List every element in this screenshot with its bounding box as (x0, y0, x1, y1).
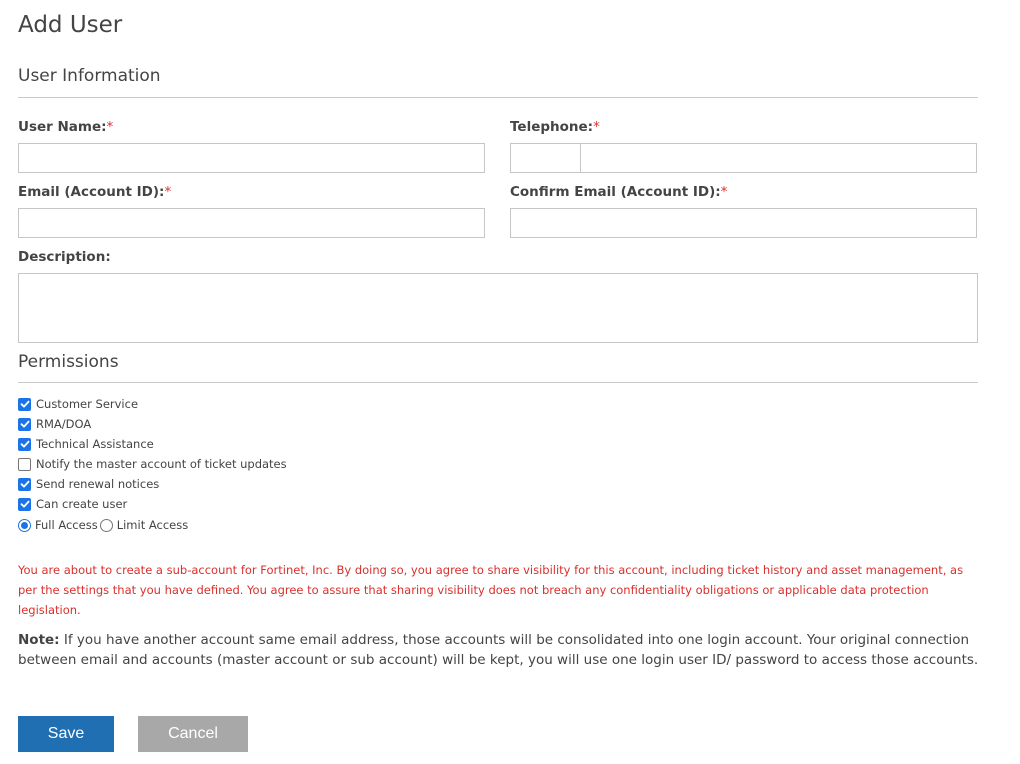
telephone-code-input[interactable] (510, 143, 581, 173)
check-icon (20, 419, 30, 429)
checkbox[interactable] (18, 398, 31, 411)
required-mark: * (106, 119, 114, 135)
telephone-number-input[interactable] (580, 143, 977, 173)
permission-customer-service[interactable] (18, 394, 138, 414)
check-icon (20, 399, 30, 409)
confirm-email-label (510, 184, 727, 200)
description-label: Description: (18, 249, 111, 265)
limit-access-label[interactable]: Limit Access (116, 518, 189, 532)
email-input[interactable] (18, 208, 485, 238)
permission-label: Customer Service (36, 397, 139, 411)
checkbox[interactable] (18, 478, 31, 491)
section-divider (18, 97, 978, 98)
access-radio-group (18, 515, 188, 535)
username-label-text: User Name: (18, 119, 107, 135)
page-title: Add User (18, 12, 123, 38)
checkbox[interactable] (18, 438, 31, 451)
username-label (18, 119, 113, 135)
checkbox[interactable] (18, 418, 31, 431)
permission-technical-assistance[interactable] (18, 434, 154, 454)
required-mark: * (164, 184, 172, 200)
email-label (18, 184, 171, 200)
permission-label: Technical Assistance (36, 437, 154, 451)
username-input[interactable] (18, 143, 485, 173)
note-label: Note: (18, 632, 60, 648)
sub-account-warning: You are about to create a sub-account for Fortinet, Inc. By doing so, you agree to share visibility for this account, including ticket history and asset management, as per the settings that you have defined. You agree to assure that sharing visibility does not breach any confidentiality obligations or applicable data protection legislation. (18, 563, 964, 617)
section-divider (18, 382, 978, 383)
required-mark: * (720, 184, 728, 200)
telephone-label (510, 119, 600, 135)
description-textarea[interactable] (18, 273, 978, 343)
permission-notify-master[interactable] (18, 454, 287, 474)
check-icon (20, 479, 30, 489)
telephone-label-text: Telephone: (510, 119, 594, 135)
permission-rma-doa[interactable] (18, 414, 91, 434)
permission-label: Can create user (36, 497, 128, 511)
check-icon (20, 499, 30, 509)
confirm-email-input[interactable] (510, 208, 977, 238)
checkbox[interactable] (18, 458, 31, 471)
permissions-heading: Permissions (18, 352, 119, 372)
full-access-label[interactable]: Full Access (35, 518, 98, 532)
limit-access-radio[interactable] (100, 519, 113, 532)
permission-label: Send renewal notices (36, 477, 160, 491)
user-information-heading: User Information (18, 66, 161, 86)
note-text: If you have another account same email address, those accounts will be consolidated into one login account. Your original connection between email and accounts (master account or sub account) will be kept, you will use one login user ID/ password to access those accounts. (18, 632, 979, 668)
permission-can-create-user[interactable] (18, 494, 127, 514)
full-access-radio[interactable] (18, 519, 31, 532)
permission-label: Notify the master account of ticket updates (36, 457, 287, 471)
confirm-email-label-text: Confirm Email (Account ID): (510, 184, 721, 200)
checkbox[interactable] (18, 498, 31, 511)
check-icon (20, 439, 30, 449)
email-label-text: Email (Account ID): (18, 184, 165, 200)
permission-label: RMA/DOA (36, 417, 92, 431)
required-mark: * (593, 119, 600, 135)
cancel-button[interactable]: Cancel (138, 716, 248, 752)
note-paragraph (18, 630, 983, 670)
permission-send-renewal[interactable] (18, 474, 159, 494)
save-button[interactable]: Save (18, 716, 114, 752)
